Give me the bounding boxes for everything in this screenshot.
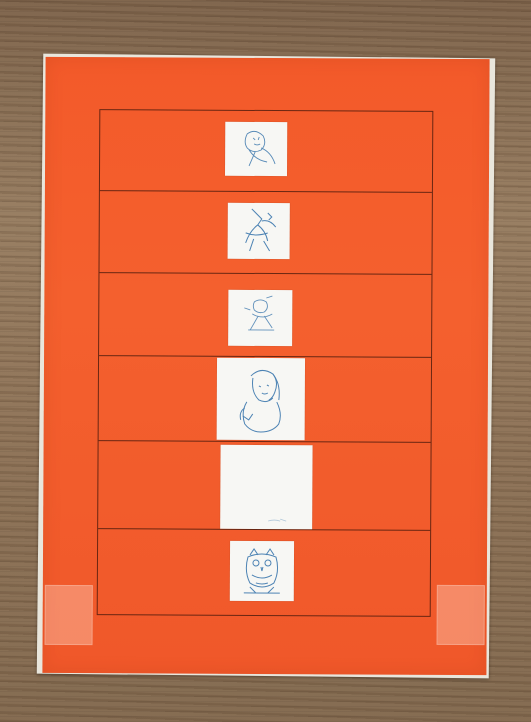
row-divider bbox=[99, 440, 431, 443]
row-3-picture bbox=[228, 290, 292, 346]
row-4-picture bbox=[217, 358, 305, 440]
sketch-girl-icon bbox=[217, 358, 305, 440]
row-5-picture bbox=[220, 445, 312, 529]
row-divider bbox=[100, 190, 432, 193]
row-1-picture bbox=[225, 122, 287, 176]
tape-right bbox=[437, 585, 485, 645]
sketch-figure-icon bbox=[228, 203, 290, 259]
tape-left bbox=[45, 585, 93, 645]
row-6-picture bbox=[230, 541, 294, 601]
sketch-figure-icon bbox=[228, 290, 292, 346]
blank-card-icon bbox=[220, 445, 312, 529]
row-divider bbox=[99, 272, 431, 275]
row-2-picture bbox=[228, 203, 290, 259]
orange-board bbox=[42, 57, 489, 675]
sketch-owl-icon bbox=[230, 541, 294, 601]
sketch-figure-icon bbox=[225, 122, 287, 176]
